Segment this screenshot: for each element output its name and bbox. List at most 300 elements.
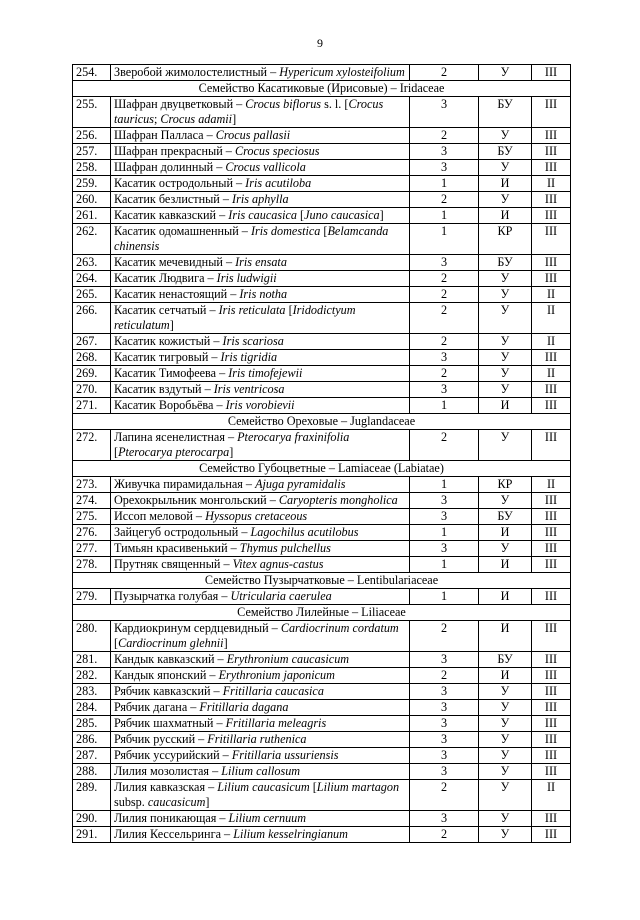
family-header: Семейство Ореховые – Juglandaceae xyxy=(73,414,571,430)
table-row xyxy=(73,350,571,366)
latin-name: Belamcanda chinensis xyxy=(114,224,389,253)
table-row xyxy=(73,732,571,748)
roman-value: III xyxy=(532,509,571,525)
latin-name: Iris domestica xyxy=(250,224,321,238)
name-text: [ xyxy=(309,780,317,794)
status-value: У xyxy=(479,287,532,303)
row-number: 258. xyxy=(73,160,111,176)
table-row xyxy=(73,160,571,176)
table-row xyxy=(73,589,571,605)
latin-name: Lagochilus acutilobus xyxy=(250,525,359,539)
row-number: 289. xyxy=(73,780,111,811)
latin-name: Fritillaria ruthenica xyxy=(207,732,307,746)
species-name xyxy=(111,732,410,748)
species-name xyxy=(111,652,410,668)
name-text: Рябчик уссурийский – xyxy=(114,748,232,762)
status-value: У xyxy=(479,716,532,732)
latin-name: Pterocarya pterocarpa xyxy=(118,445,230,459)
family-header: Семейство Губоцветные – Lamiaceae (Labiatae) xyxy=(73,461,571,477)
table-row xyxy=(73,557,571,573)
roman-value: III xyxy=(532,652,571,668)
row-number: 279. xyxy=(73,589,111,605)
category-value: 2 xyxy=(410,334,479,350)
status-value: У xyxy=(479,334,532,350)
table-row xyxy=(73,509,571,525)
name-text: [ xyxy=(285,303,293,317)
row-number: 257. xyxy=(73,144,111,160)
table-row xyxy=(73,811,571,827)
name-text: Лилия кавказская – xyxy=(114,780,218,794)
roman-value: III xyxy=(532,811,571,827)
category-value: 1 xyxy=(410,525,479,541)
table-row xyxy=(73,208,571,224)
row-number: 261. xyxy=(73,208,111,224)
species-name xyxy=(111,128,410,144)
table-row xyxy=(73,477,571,493)
species-name xyxy=(111,509,410,525)
status-value: У xyxy=(479,366,532,382)
row-number: 271. xyxy=(73,398,111,414)
category-value: 2 xyxy=(410,780,479,811)
row-number: 263. xyxy=(73,255,111,271)
status-value: У xyxy=(479,65,532,81)
row-number: 270. xyxy=(73,382,111,398)
name-text: subsp. xyxy=(114,795,148,809)
category-value: 2 xyxy=(410,430,479,461)
name-text: Касатик ненастоящий – xyxy=(114,287,240,301)
table-row xyxy=(73,716,571,732)
name-text: Шафран долинный – xyxy=(114,160,226,174)
row-number: 282. xyxy=(73,668,111,684)
roman-value: III xyxy=(532,97,571,128)
name-text: Касатик Тимофеева – xyxy=(114,366,229,380)
family-header: Семейство Касатиковые (Ирисовые) – Iridaceae xyxy=(73,81,571,97)
status-value: У xyxy=(479,827,532,843)
latin-name: caucasicum xyxy=(147,795,206,809)
roman-value: III xyxy=(532,224,571,255)
latin-name: Iris notha xyxy=(239,287,288,301)
status-value: И xyxy=(479,208,532,224)
table-row xyxy=(73,748,571,764)
latin-name: Crocus adamii xyxy=(160,112,233,126)
category-value: 3 xyxy=(410,493,479,509)
row-number: 290. xyxy=(73,811,111,827)
name-text: Касатик тигровый – xyxy=(114,350,221,364)
latin-name: Lilium kesselringianum xyxy=(233,827,348,841)
species-name xyxy=(111,764,410,780)
latin-name: Lilium cernuum xyxy=(228,811,307,825)
status-value: У xyxy=(479,780,532,811)
family-header-row xyxy=(73,414,571,430)
species-name xyxy=(111,97,410,128)
species-name xyxy=(111,144,410,160)
latin-name: Iris ludwigii xyxy=(216,271,277,285)
latin-name: Cardiocrinum glehnii xyxy=(118,636,224,650)
species-name xyxy=(111,716,410,732)
roman-value: III xyxy=(532,144,571,160)
name-text: Шафран прекрасный – xyxy=(114,144,235,158)
roman-value: III xyxy=(532,589,571,605)
row-number: 259. xyxy=(73,176,111,192)
name-text: [ xyxy=(114,636,119,650)
species-name xyxy=(111,477,410,493)
table-row xyxy=(73,271,571,287)
category-value: 3 xyxy=(410,541,479,557)
name-text: Шафран двуцветковый – xyxy=(114,97,246,111)
species-name xyxy=(111,748,410,764)
name-text: Кардиокринум сердцевидный – xyxy=(114,621,281,635)
status-value: У xyxy=(479,430,532,461)
name-text: ; xyxy=(153,112,161,126)
species-name xyxy=(111,668,410,684)
status-value: У xyxy=(479,541,532,557)
table-body xyxy=(73,65,571,843)
row-number: 262. xyxy=(73,224,111,255)
row-number: 272. xyxy=(73,430,111,461)
name-text: Касатик вздутый – xyxy=(114,382,214,396)
row-number: 260. xyxy=(73,192,111,208)
name-text: Лапина ясенелистная – xyxy=(114,430,238,444)
family-header-row xyxy=(73,605,571,621)
table-row xyxy=(73,366,571,382)
name-text: Кандык кавказский – xyxy=(114,652,227,666)
status-value: У xyxy=(479,732,532,748)
category-value: 2 xyxy=(410,65,479,81)
category-value: 2 xyxy=(410,287,479,303)
name-text: [ xyxy=(320,224,328,238)
species-name xyxy=(111,382,410,398)
species-name xyxy=(111,557,410,573)
category-value: 3 xyxy=(410,732,479,748)
roman-value: III xyxy=(532,382,571,398)
row-number: 287. xyxy=(73,748,111,764)
row-number: 288. xyxy=(73,764,111,780)
category-value: 3 xyxy=(410,748,479,764)
roman-value: III xyxy=(532,208,571,224)
row-number: 266. xyxy=(73,303,111,334)
row-number: 267. xyxy=(73,334,111,350)
status-value: У xyxy=(479,811,532,827)
latin-name: Fritillaria ussuriensis xyxy=(231,748,339,762)
family-header-row xyxy=(73,81,571,97)
family-header-row xyxy=(73,461,571,477)
status-value: КР xyxy=(479,224,532,255)
category-value: 2 xyxy=(410,192,479,208)
name-text: Касатик остродольный – xyxy=(114,176,246,190)
table-row xyxy=(73,652,571,668)
row-number: 265. xyxy=(73,287,111,303)
row-number: 283. xyxy=(73,684,111,700)
name-text: [ xyxy=(114,445,119,459)
row-number: 280. xyxy=(73,621,111,652)
status-value: И xyxy=(479,398,532,414)
name-text: ] xyxy=(232,112,237,126)
name-text: Орехокрыльник монгольский – xyxy=(114,493,279,507)
roman-value: III xyxy=(532,430,571,461)
status-value: У xyxy=(479,160,532,176)
status-value: У xyxy=(479,350,532,366)
row-number: 255. xyxy=(73,97,111,128)
row-number: 254. xyxy=(73,65,111,81)
roman-value: III xyxy=(532,732,571,748)
roman-value: III xyxy=(532,684,571,700)
roman-value: III xyxy=(532,398,571,414)
family-header-row xyxy=(73,573,571,589)
status-value: И xyxy=(479,525,532,541)
name-text: Зверобой жимолостелистный – xyxy=(114,65,280,79)
latin-name: Cardiocrinum cordatum xyxy=(280,621,399,635)
status-value: У xyxy=(479,271,532,287)
row-number: 274. xyxy=(73,493,111,509)
category-value: 3 xyxy=(410,382,479,398)
roman-value: III xyxy=(532,716,571,732)
latin-name: Lilium caucasicum xyxy=(217,780,310,794)
table-row xyxy=(73,541,571,557)
name-text: ] xyxy=(379,208,384,222)
table-row xyxy=(73,287,571,303)
status-value: У xyxy=(479,748,532,764)
status-value: У xyxy=(479,382,532,398)
status-value: БУ xyxy=(479,509,532,525)
category-value: 2 xyxy=(410,668,479,684)
table-row xyxy=(73,255,571,271)
row-number: 281. xyxy=(73,652,111,668)
latin-name: Iris reticulata xyxy=(218,303,286,317)
status-value: БУ xyxy=(479,144,532,160)
species-name xyxy=(111,334,410,350)
status-value: И xyxy=(479,557,532,573)
table-row xyxy=(73,827,571,843)
latin-name: Iris scariosa xyxy=(222,334,284,348)
table-row xyxy=(73,128,571,144)
row-number: 256. xyxy=(73,128,111,144)
latin-name: Lilium martagon xyxy=(316,780,400,794)
category-value: 3 xyxy=(410,350,479,366)
table-row xyxy=(73,382,571,398)
name-text: Кандык японский – xyxy=(114,668,219,682)
latin-name: Iris ventricosa xyxy=(213,382,285,396)
row-number: 269. xyxy=(73,366,111,382)
name-text: Касатик одомашненный – xyxy=(114,224,251,238)
roman-value: III xyxy=(532,493,571,509)
row-number: 286. xyxy=(73,732,111,748)
category-value: 1 xyxy=(410,398,479,414)
category-value: 1 xyxy=(410,224,479,255)
latin-name: Fritillaria dagana xyxy=(199,700,289,714)
latin-name: Lilium callosum xyxy=(221,764,301,778)
table-row xyxy=(73,192,571,208)
row-number: 284. xyxy=(73,700,111,716)
species-name xyxy=(111,350,410,366)
table-row xyxy=(73,97,571,128)
roman-value: III xyxy=(532,668,571,684)
species-name xyxy=(111,430,410,461)
species-name xyxy=(111,208,410,224)
name-text: Лилия мозолистая – xyxy=(114,764,222,778)
page-number: 9 xyxy=(317,36,323,50)
roman-value: III xyxy=(532,748,571,764)
status-value: У xyxy=(479,700,532,716)
latin-name: Crocus vallicola xyxy=(225,160,306,174)
family-header: Семейство Пузырчатковые – Lentibulariaceae xyxy=(73,573,571,589)
table-row xyxy=(73,621,571,652)
category-value: 3 xyxy=(410,509,479,525)
name-text: s. l. [ xyxy=(321,97,349,111)
latin-name: Iridodictyum reticulatum xyxy=(114,303,356,332)
name-text: Касатик сетчатый – xyxy=(114,303,219,317)
table-row xyxy=(73,176,571,192)
roman-value: II xyxy=(532,334,571,350)
roman-value: III xyxy=(532,621,571,652)
category-value: 3 xyxy=(410,716,479,732)
latin-name: Ajuga pyramidalis xyxy=(255,477,346,491)
category-value: 1 xyxy=(410,208,479,224)
table-row xyxy=(73,764,571,780)
species-name xyxy=(111,780,410,811)
latin-name: Iris acutiloba xyxy=(245,176,312,190)
roman-value: II xyxy=(532,176,571,192)
name-text: Тимьян красивенький – xyxy=(114,541,240,555)
roman-value: III xyxy=(532,192,571,208)
name-text: Рябчик русский – xyxy=(114,732,208,746)
name-text: Лилия Кессельринга – xyxy=(114,827,234,841)
table-row xyxy=(73,334,571,350)
category-value: 3 xyxy=(410,160,479,176)
status-value: У xyxy=(479,684,532,700)
status-value: И xyxy=(479,589,532,605)
species-name xyxy=(111,65,410,81)
category-value: 2 xyxy=(410,271,479,287)
category-value: 2 xyxy=(410,366,479,382)
roman-value: III xyxy=(532,255,571,271)
status-value: И xyxy=(479,668,532,684)
roman-value: II xyxy=(532,477,571,493)
species-name xyxy=(111,811,410,827)
table-row xyxy=(73,525,571,541)
category-value: 1 xyxy=(410,477,479,493)
roman-value: III xyxy=(532,525,571,541)
latin-name: Iris aphylla xyxy=(232,192,289,206)
name-text: Касатик безлистный – xyxy=(114,192,233,206)
species-name xyxy=(111,684,410,700)
name-text: Касатик Людвига – xyxy=(114,271,217,285)
species-name xyxy=(111,541,410,557)
species-name xyxy=(111,366,410,382)
row-number: 277. xyxy=(73,541,111,557)
status-value: У xyxy=(479,303,532,334)
name-text: [ xyxy=(297,208,305,222)
roman-value: II xyxy=(532,287,571,303)
latin-name: Hypericum xylosteifolium xyxy=(279,65,405,79)
name-text: Прутняк священный – xyxy=(114,557,233,571)
species-name xyxy=(111,303,410,334)
status-value: У xyxy=(479,128,532,144)
table-row xyxy=(73,668,571,684)
species-name xyxy=(111,827,410,843)
species-name xyxy=(111,589,410,605)
roman-value: III xyxy=(532,827,571,843)
species-name xyxy=(111,525,410,541)
table-row xyxy=(73,144,571,160)
category-value: 3 xyxy=(410,700,479,716)
roman-value: II xyxy=(532,303,571,334)
category-value: 3 xyxy=(410,255,479,271)
latin-name: Erythronium caucasicum xyxy=(226,652,350,666)
species-name xyxy=(111,192,410,208)
latin-name: Crocus speciosus xyxy=(234,144,320,158)
latin-name: Pterocarya fraxinifolia xyxy=(237,430,350,444)
species-name xyxy=(111,160,410,176)
name-text: Касатик кавказский – xyxy=(114,208,229,222)
species-name xyxy=(111,493,410,509)
name-text: Пузырчатка голубая – xyxy=(114,589,231,603)
status-value: У xyxy=(479,192,532,208)
latin-name: Iris caucasica xyxy=(228,208,297,222)
category-value: 2 xyxy=(410,827,479,843)
latin-name: Crocus biflorus xyxy=(245,97,322,111)
row-number: 268. xyxy=(73,350,111,366)
category-value: 3 xyxy=(410,764,479,780)
latin-name: Iris tigridia xyxy=(220,350,278,364)
latin-name: Thymus pulchellus xyxy=(239,541,331,555)
category-value: 3 xyxy=(410,811,479,827)
row-number: 275. xyxy=(73,509,111,525)
name-text: Рябчик шахматный – xyxy=(114,716,226,730)
category-value: 2 xyxy=(410,621,479,652)
roman-value: II xyxy=(532,780,571,811)
row-number: 291. xyxy=(73,827,111,843)
row-number: 285. xyxy=(73,716,111,732)
latin-name: Erythronium japonicum xyxy=(218,668,335,682)
category-value: 3 xyxy=(410,652,479,668)
table-row xyxy=(73,700,571,716)
category-value: 1 xyxy=(410,176,479,192)
species-name xyxy=(111,271,410,287)
species-name xyxy=(111,255,410,271)
name-text: ] xyxy=(223,636,228,650)
species-name xyxy=(111,287,410,303)
latin-name: Crocus tauricus xyxy=(114,97,384,126)
status-value: И xyxy=(479,621,532,652)
roman-value: III xyxy=(532,350,571,366)
status-value: БУ xyxy=(479,652,532,668)
row-number: 278. xyxy=(73,557,111,573)
latin-name: Iris timofejewii xyxy=(228,366,303,380)
name-text: ] xyxy=(205,795,210,809)
roman-value: III xyxy=(532,557,571,573)
table-row xyxy=(73,224,571,255)
table-row xyxy=(73,430,571,461)
name-text: Рябчик кавказский – xyxy=(114,684,223,698)
name-text: Рябчик дагана – xyxy=(114,700,200,714)
name-text: Живучка пирамидальная – xyxy=(114,477,256,491)
status-value: БУ xyxy=(479,255,532,271)
table-row xyxy=(73,398,571,414)
status-value: У xyxy=(479,764,532,780)
row-number: 264. xyxy=(73,271,111,287)
roman-value: III xyxy=(532,160,571,176)
roman-value: III xyxy=(532,700,571,716)
category-value: 2 xyxy=(410,303,479,334)
name-text: Касатик кожистый – xyxy=(114,334,223,348)
latin-name: Juno caucasica xyxy=(304,208,380,222)
category-value: 2 xyxy=(410,128,479,144)
name-text: ] xyxy=(169,318,174,332)
category-value: 3 xyxy=(410,97,479,128)
category-value: 3 xyxy=(410,684,479,700)
table-row xyxy=(73,493,571,509)
category-value: 1 xyxy=(410,589,479,605)
